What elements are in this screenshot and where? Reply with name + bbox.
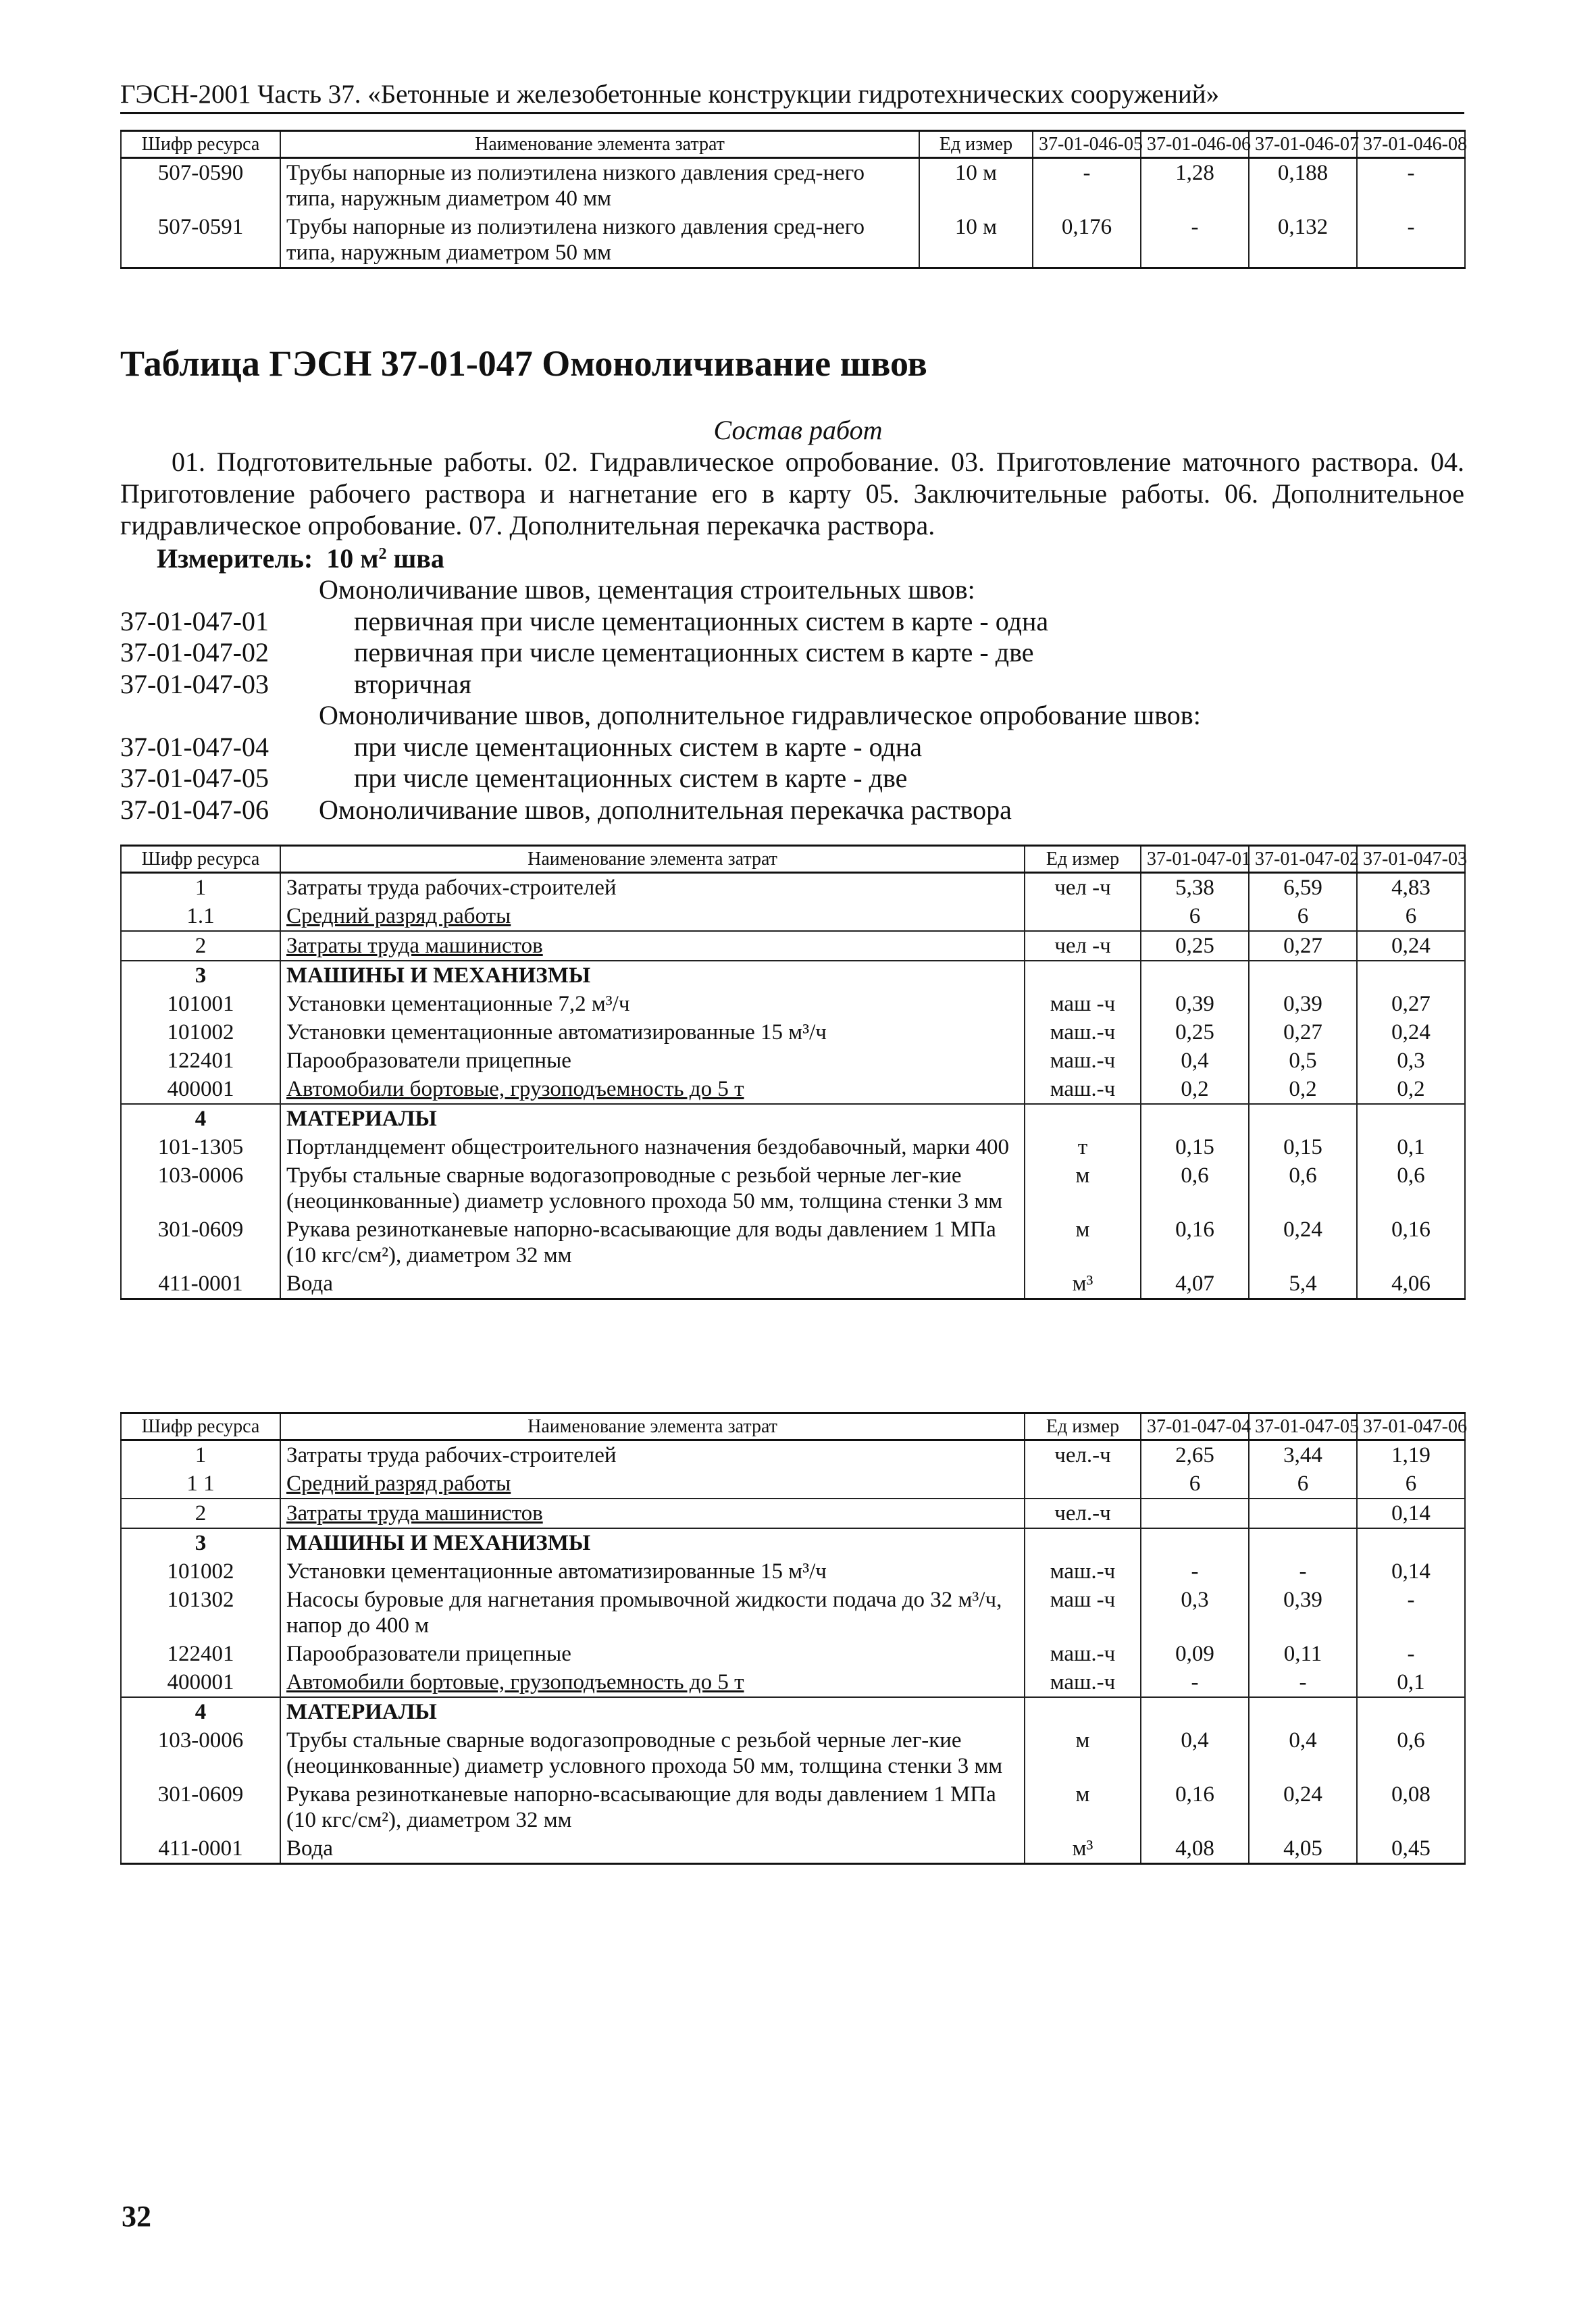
cell-unit: маш -ч [1025, 990, 1141, 1018]
work-list-row [120, 606, 1464, 638]
column-header-norm: 37-01-046-05 [1033, 131, 1141, 158]
cell-norm-value [1357, 1697, 1465, 1726]
cell-unit: маш.-ч [1025, 1047, 1141, 1075]
cell-norm-value: 4,08 [1141, 1834, 1249, 1864]
cell-norm-value [1249, 1104, 1357, 1133]
cell-norm-value [1141, 961, 1249, 990]
cell-unit: м³ [1025, 1834, 1141, 1864]
table-row [121, 1104, 1465, 1133]
cell-norm-value: - [1141, 1557, 1249, 1586]
table-header-row [121, 1413, 1465, 1440]
cell-norm-value: 5,38 [1141, 873, 1249, 903]
cell-norm-value: 0,24 [1249, 1780, 1357, 1834]
column-header-norm: 37-01-046-08 [1357, 131, 1465, 158]
cell-cost-element: Автомобили бортовые, грузоподъемность до 5 т [280, 1075, 1025, 1104]
cell-norm-value: 0,3 [1357, 1047, 1465, 1075]
cell-norm-value: 0,6 [1141, 1161, 1249, 1215]
cell-norm-value: 0,132 [1249, 213, 1357, 268]
table-row [121, 1215, 1465, 1269]
cell-norm-value: - [1141, 213, 1249, 268]
cell-cost-element: Портландцемент общестроительного назначения бездобавочный, марки 400 [280, 1133, 1025, 1161]
cell-norm-value: 6,59 [1249, 873, 1357, 903]
column-header-unit: Ед измер [1025, 1413, 1141, 1440]
cell-cost-element: Затраты труда машинистов [280, 1499, 1025, 1528]
cell-norm-value [1141, 1528, 1249, 1557]
column-header-code: Шифр ресурса [121, 846, 280, 873]
cell-resource-code: 400001 [121, 1075, 280, 1104]
cell-norm-value: 0,16 [1357, 1215, 1465, 1269]
work-group-title: Омоноличивание швов, дополнительное гидравлическое опробование швов: [319, 700, 1201, 730]
cell-norm-value: 6 [1249, 1469, 1357, 1499]
cell-resource-code: 1.1 [121, 902, 280, 931]
cell-norm-value: - [1249, 1668, 1357, 1697]
cell-resource-code: 101001 [121, 990, 280, 1018]
cell-resource-code: 3 [121, 961, 280, 990]
cell-cost-element: Трубы напорные из полиэтилена низкого давления сред-него типа, наружным диаметром 40 мм [280, 158, 919, 213]
cell-resource-code: 2 [121, 931, 280, 961]
table-row [121, 931, 1465, 961]
resource-table-047-04-06 [120, 1412, 1466, 1865]
cell-norm-value [1357, 1528, 1465, 1557]
cell-norm-value: - [1357, 158, 1465, 213]
cell-norm-value: - [1249, 1557, 1357, 1586]
cell-unit [1025, 1697, 1141, 1726]
cell-norm-value: - [1357, 1640, 1465, 1668]
cell-unit: чел.-ч [1025, 1499, 1141, 1528]
cell-resource-code: 122401 [121, 1640, 280, 1668]
composition-heading: Состав работ [713, 415, 883, 445]
cell-cost-element: МАШИНЫ И МЕХАНИЗМЫ [280, 961, 1025, 990]
cell-norm-value: 4,07 [1141, 1269, 1249, 1299]
table-row [121, 1780, 1465, 1834]
cell-norm-value [1249, 1499, 1357, 1528]
column-header-norm: 37-01-046-07 [1249, 131, 1357, 158]
column-header-norm: 37-01-047-04 [1141, 1413, 1249, 1440]
cell-norm-value: 0,39 [1249, 1586, 1357, 1640]
cell-norm-value: 0,27 [1357, 990, 1465, 1018]
cell-cost-element: Установки цементационные 7,2 м³/ч [280, 990, 1025, 1018]
cell-cost-element: МАТЕРИАЛЫ [280, 1697, 1025, 1726]
column-header-name: Наименование элемента затрат [280, 1413, 1025, 1440]
cell-norm-value: 5,4 [1249, 1269, 1357, 1299]
cell-resource-code: 101002 [121, 1018, 280, 1047]
table-row [121, 902, 1465, 931]
cell-unit: м [1025, 1780, 1141, 1834]
cell-resource-code: 101002 [121, 1557, 280, 1586]
table-row [121, 1528, 1465, 1557]
cell-norm-value: 1,28 [1141, 158, 1249, 213]
cell-cost-element: Затраты труда машинистов [280, 931, 1025, 961]
cell-resource-code: 301-0609 [121, 1215, 280, 1269]
cell-norm-value: 0,188 [1249, 158, 1357, 213]
table-row [121, 1469, 1465, 1499]
column-header-norm: 37-01-047-02 [1249, 846, 1357, 873]
table-row [121, 990, 1465, 1018]
table-row [121, 1697, 1465, 1726]
work-code: 37-01-047-01 [120, 605, 269, 636]
table-header-row [121, 131, 1465, 158]
cell-unit: м [1025, 1726, 1141, 1780]
cell-norm-value [1249, 1697, 1357, 1726]
cell-norm-value: 0,25 [1141, 931, 1249, 961]
cell-resource-code: 1 [121, 873, 280, 903]
table-row [121, 1018, 1465, 1047]
work-item-text: первичная при числе цементационных систем в карте - две [354, 637, 1034, 668]
cell-resource-code: 1 [121, 1440, 280, 1470]
cell-norm-value: 0,39 [1249, 990, 1357, 1018]
cell-cost-element: Средний разряд работы [280, 1469, 1025, 1499]
cell-unit [1025, 961, 1141, 990]
column-header-code: Шифр ресурса [121, 1413, 280, 1440]
work-group-title: Омоноличивание швов, цементация строительных швов: [319, 574, 975, 605]
cell-norm-value: 6 [1357, 1469, 1465, 1499]
cell-unit: м³ [1025, 1269, 1141, 1299]
cell-unit [1025, 902, 1141, 931]
cell-norm-value: - [1357, 213, 1465, 268]
cell-unit: т [1025, 1133, 1141, 1161]
work-list-row [120, 795, 1464, 826]
page-number: 32 [122, 2200, 151, 2233]
measure-tail: шва [386, 543, 444, 574]
table-row [121, 158, 1465, 213]
cell-norm-value: 2,65 [1141, 1440, 1249, 1470]
cell-unit: м [1025, 1215, 1141, 1269]
cell-norm-value: 0,176 [1033, 213, 1141, 268]
resource-table-046 [120, 130, 1466, 269]
cell-norm-value: 6 [1141, 1469, 1249, 1499]
table-row [121, 873, 1465, 903]
cell-resource-code: 4 [121, 1104, 280, 1133]
cell-cost-element: МАТЕРИАЛЫ [280, 1104, 1025, 1133]
cell-cost-element: Затраты труда рабочих-строителей [280, 873, 1025, 903]
cell-cost-element: Парообразователи прицепные [280, 1640, 1025, 1668]
cell-norm-value [1357, 1104, 1465, 1133]
column-header-code: Шифр ресурса [121, 131, 280, 158]
cell-unit: маш -ч [1025, 1586, 1141, 1640]
cell-norm-value: 0,08 [1357, 1780, 1465, 1834]
cell-unit: маш.-ч [1025, 1557, 1141, 1586]
table-row [121, 1133, 1465, 1161]
cell-norm-value: 0,6 [1357, 1161, 1465, 1215]
cell-cost-element: Рукава резинотканевые напорно-всасывающие для воды давлением 1 МПа (10 кгс/см²), диаметром 32 мм [280, 1780, 1025, 1834]
measure-exponent: 2 [378, 545, 387, 563]
work-list-row [120, 574, 1464, 606]
cell-norm-value: 3,44 [1249, 1440, 1357, 1470]
composition-text: 01. Подготовительные работы. 02. Гидравлическое опробование. 03. Приготовление маточного раствора. 04. Приготовление рабочего раствора и нагнетание его в карту 05. Заключительные работы. 06. Дополнительное гидравлическое опробование. 07. Дополнительная перекачка раствора. [120, 447, 1464, 540]
table-row [121, 1668, 1465, 1697]
table-row [121, 1269, 1465, 1299]
table-row [121, 1499, 1465, 1528]
cell-norm-value: 0,2 [1141, 1075, 1249, 1104]
cell-norm-value: 0,45 [1357, 1834, 1465, 1864]
cell-resource-code: 411-0001 [121, 1834, 280, 1864]
column-header-norm: 37-01-047-06 [1357, 1413, 1465, 1440]
cell-norm-value [1249, 1528, 1357, 1557]
cell-resource-code: 4 [121, 1697, 280, 1726]
cell-norm-value: 0,4 [1249, 1726, 1357, 1780]
cell-resource-code: 1 1 [121, 1469, 280, 1499]
table-row [121, 1640, 1465, 1668]
cell-norm-value: 0,09 [1141, 1640, 1249, 1668]
work-code: 37-01-047-02 [120, 637, 269, 668]
table-header-row [121, 846, 1465, 873]
cell-cost-element: Установки цементационные автоматизированные 15 м³/ч [280, 1018, 1025, 1047]
column-header-unit: Ед измер [1025, 846, 1141, 873]
cell-resource-code: 103-0006 [121, 1161, 280, 1215]
cell-norm-value: 0,24 [1357, 931, 1465, 961]
cell-resource-code: 103-0006 [121, 1726, 280, 1780]
cell-cost-element: Вода [280, 1834, 1025, 1864]
cell-unit: маш.-ч [1025, 1668, 1141, 1697]
cell-unit [1025, 1469, 1141, 1499]
cell-norm-value: 0,24 [1249, 1215, 1357, 1269]
table-row [121, 1161, 1465, 1215]
cell-norm-value [1357, 961, 1465, 990]
column-header-name: Наименование элемента затрат [280, 846, 1025, 873]
work-list [120, 574, 1464, 826]
work-code: 37-01-047-05 [120, 763, 269, 793]
cell-norm-value [1249, 961, 1357, 990]
cell-norm-value: 0,14 [1357, 1557, 1465, 1586]
cell-resource-code: 411-0001 [121, 1269, 280, 1299]
cell-norm-value: 0,15 [1249, 1133, 1357, 1161]
work-item-text: при числе цементационных систем в карте - две [354, 763, 908, 793]
work-list-row [120, 637, 1464, 669]
table-row [121, 1557, 1465, 1586]
work-list-row [120, 763, 1464, 795]
cell-resource-code: 122401 [121, 1047, 280, 1075]
cell-unit: чел -ч [1025, 931, 1141, 961]
cell-norm-value: 0,5 [1249, 1047, 1357, 1075]
cell-norm-value: 0,16 [1141, 1215, 1249, 1269]
work-item-text: первичная при числе цементационных систем в карте - одна [354, 605, 1049, 636]
running-head: ГЭСН-2001 Часть 37. «Бетонные и железобетонные конструкции гидротехнических сооружений» [120, 80, 1220, 109]
cell-resource-code: 507-0590 [121, 158, 280, 213]
cell-norm-value: 6 [1357, 902, 1465, 931]
cell-unit [1025, 1528, 1141, 1557]
work-list-row [120, 669, 1464, 701]
cell-norm-value: 1,19 [1357, 1440, 1465, 1470]
column-header-norm: 37-01-046-06 [1141, 131, 1249, 158]
section-title: Таблица ГЭСН 37-01-047 Омоноличивание швов [120, 343, 927, 384]
table-row [121, 1075, 1465, 1104]
table-row [121, 1047, 1465, 1075]
cell-norm-value: 0,15 [1141, 1133, 1249, 1161]
work-code: 37-01-047-06 [120, 794, 269, 825]
cell-resource-code: 3 [121, 1528, 280, 1557]
table-row [121, 213, 1465, 268]
cell-norm-value: 0,39 [1141, 990, 1249, 1018]
measure-value: 10 м [326, 543, 379, 574]
cell-unit: маш.-ч [1025, 1018, 1141, 1047]
cell-resource-code: 2 [121, 1499, 280, 1528]
cell-resource-code: 101302 [121, 1586, 280, 1640]
cell-cost-element: Рукава резинотканевые напорно-всасывающие для воды давлением 1 МПа (10 кгс/см²), диаметром 32 мм [280, 1215, 1025, 1269]
column-header-name: Наименование элемента затрат [280, 131, 919, 158]
cell-norm-value: - [1357, 1586, 1465, 1640]
cell-cost-element: МАШИНЫ И МЕХАНИЗМЫ [280, 1528, 1025, 1557]
table-row [121, 1440, 1465, 1470]
cell-norm-value [1141, 1697, 1249, 1726]
cell-unit [1025, 1104, 1141, 1133]
cell-cost-element: Трубы стальные сварные водогазопроводные с резьбой черные лег-кие (неоцинкованные) диаметр условного прохода 50 мм, толщина стенки 3 мм [280, 1726, 1025, 1780]
cell-norm-value [1141, 1499, 1249, 1528]
cell-cost-element: Вода [280, 1269, 1025, 1299]
cell-resource-code: 301-0609 [121, 1780, 280, 1834]
cell-norm-value: 0,27 [1249, 1018, 1357, 1047]
cell-norm-value: 0,2 [1357, 1075, 1465, 1104]
cell-norm-value: 0,27 [1249, 931, 1357, 961]
work-code: 37-01-047-03 [120, 668, 269, 699]
column-header-norm: 37-01-047-03 [1357, 846, 1465, 873]
table-row [121, 1586, 1465, 1640]
column-header-norm: 37-01-047-01 [1141, 846, 1249, 873]
cell-norm-value: 0,16 [1141, 1780, 1249, 1834]
cell-unit: чел -ч [1025, 873, 1141, 903]
work-list-row [120, 732, 1464, 763]
column-header-norm: 37-01-047-05 [1249, 1413, 1357, 1440]
cell-norm-value: 0,4 [1141, 1726, 1249, 1780]
cell-cost-element: Парообразователи прицепные [280, 1047, 1025, 1075]
cell-norm-value: - [1033, 158, 1141, 213]
work-code: 37-01-047-04 [120, 731, 269, 762]
table-row [121, 1834, 1465, 1864]
cell-unit: маш.-ч [1025, 1075, 1141, 1104]
cell-cost-element: Трубы стальные сварные водогазопроводные с резьбой черные лег-кие (неоцинкованные) диаметр условного прохода 50 мм, толщина стенки 3 мм [280, 1161, 1025, 1215]
cell-norm-value: 4,06 [1357, 1269, 1465, 1299]
measure-label: Измеритель: [157, 543, 313, 574]
cell-norm-value: 6 [1141, 902, 1249, 931]
cell-unit: 10 м [919, 213, 1033, 268]
cell-unit: 10 м [919, 158, 1033, 213]
cell-norm-value: 4,05 [1249, 1834, 1357, 1864]
measure-line [157, 543, 444, 574]
work-group-title: Омоноличивание швов, дополнительная перекачка раствора [319, 794, 1012, 825]
cell-norm-value: 0,1 [1357, 1133, 1465, 1161]
cell-cost-element: Насосы буровые для нагнетания промывочной жидкости подача до 32 м³/ч, напор до 400 м [280, 1586, 1025, 1640]
cell-norm-value: 0,3 [1141, 1586, 1249, 1640]
cell-norm-value: 0,25 [1141, 1018, 1249, 1047]
cell-norm-value: 4,83 [1357, 873, 1465, 903]
cell-resource-code: 101-1305 [121, 1133, 280, 1161]
table-row [121, 961, 1465, 990]
header-rule [120, 112, 1464, 114]
cell-norm-value: 0,4 [1141, 1047, 1249, 1075]
cell-unit: м [1025, 1161, 1141, 1215]
resource-table-047-01-03 [120, 845, 1466, 1300]
cell-cost-element: Трубы напорные из полиэтилена низкого давления сред-него типа, наружным диаметром 50 мм [280, 213, 919, 268]
cell-cost-element: Установки цементационные автоматизированные 15 м³/ч [280, 1557, 1025, 1586]
cell-norm-value: 0,1 [1357, 1668, 1465, 1697]
cell-norm-value [1141, 1104, 1249, 1133]
work-item-text: вторичная [354, 668, 471, 699]
cell-norm-value: 0,11 [1249, 1640, 1357, 1668]
cell-unit: чел.-ч [1025, 1440, 1141, 1470]
cell-norm-value: 0,6 [1249, 1161, 1357, 1215]
cell-norm-value: 0,2 [1249, 1075, 1357, 1104]
table-row [121, 1726, 1465, 1780]
cell-norm-value: 0,6 [1357, 1726, 1465, 1780]
cell-resource-code: 400001 [121, 1668, 280, 1697]
cell-resource-code: 507-0591 [121, 213, 280, 268]
cell-norm-value: 6 [1249, 902, 1357, 931]
cell-norm-value: 0,14 [1357, 1499, 1465, 1528]
cell-cost-element: Автомобили бортовые, грузоподъемность до 5 т [280, 1668, 1025, 1697]
cell-cost-element: Средний разряд работы [280, 902, 1025, 931]
work-item-text: при числе цементационных систем в карте - одна [354, 731, 922, 762]
cell-norm-value: 0,24 [1357, 1018, 1465, 1047]
cell-norm-value: - [1141, 1668, 1249, 1697]
cell-cost-element: Затраты труда рабочих-строителей [280, 1440, 1025, 1470]
work-list-row [120, 700, 1464, 732]
cell-unit: маш.-ч [1025, 1640, 1141, 1668]
column-header-unit: Ед измер [919, 131, 1033, 158]
